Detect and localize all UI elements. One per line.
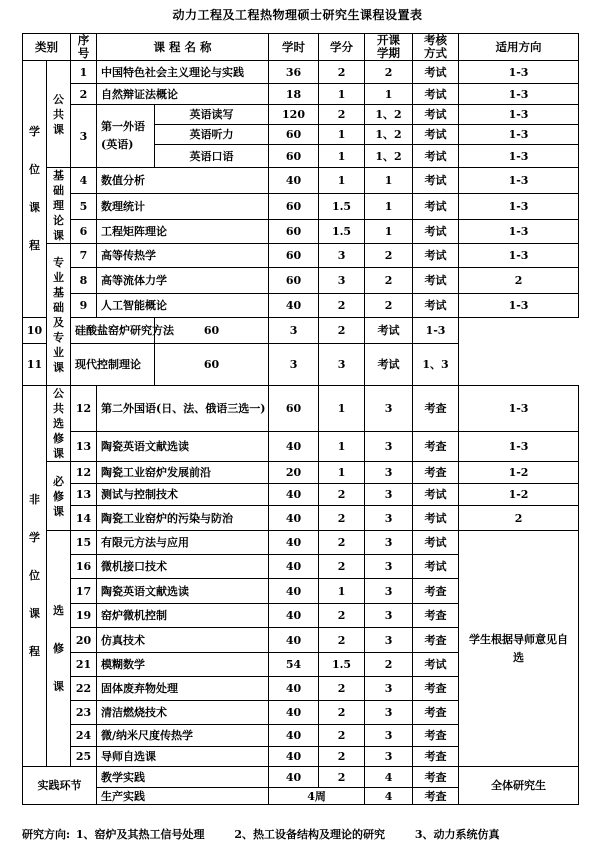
header-hours: 学时: [269, 34, 319, 61]
cell-hours: 40: [269, 725, 319, 747]
table-row: [23, 294, 579, 318]
cell-elective-direction: 学生根据导师意见自选: [459, 531, 579, 767]
direction-3: 3、动力系统仿真: [414, 828, 500, 841]
cell-course-name: 高等传热学: [97, 244, 269, 268]
cell-seq: 6: [71, 220, 97, 244]
cell-credits: 2: [319, 105, 365, 125]
group-professional-text: 专业基础及专业课: [53, 255, 64, 374]
cell-seq: 22: [71, 677, 97, 701]
cell-hours: 40: [269, 767, 319, 788]
cell-credits: 3: [269, 318, 319, 344]
cell-seq: 5: [71, 194, 97, 220]
table-row: [23, 484, 579, 506]
cell-course-name: 固体废弃物处理: [97, 677, 269, 701]
cell-exam: 考查: [413, 604, 459, 628]
cell-semester: 1: [365, 220, 413, 244]
table-row: [23, 268, 579, 294]
cell-seq: 11: [23, 344, 47, 386]
cell-credits: 1: [319, 462, 365, 484]
cell-exam: 考试: [365, 344, 413, 386]
cell-seq: 16: [71, 555, 97, 579]
cell-seq: 14: [71, 506, 97, 531]
table-row: [23, 767, 579, 788]
cell-semester: 2: [319, 318, 365, 344]
cell-seq: 13: [71, 484, 97, 506]
cell-hours: 60: [269, 244, 319, 268]
course-table: [22, 33, 579, 805]
cell-course-name: 导师自选课: [97, 747, 269, 767]
cell-direction: 1-3: [459, 168, 579, 194]
cell-direction: 1-3: [459, 145, 579, 168]
header-seq: 序号: [71, 34, 97, 61]
cell-course-name: 陶瓷工业窑炉的污染与防治: [97, 506, 269, 531]
header-credits: 学分: [319, 34, 365, 61]
cell-exam: 考试: [413, 484, 459, 506]
cell-direction: 1-3: [459, 61, 579, 84]
cell-hours: 60: [269, 145, 319, 168]
cell-seq: 17: [71, 579, 97, 604]
cell-exam: 考查: [413, 431, 459, 461]
cell-course-name: 数值分析: [97, 168, 269, 194]
cell-course-name: 英语口语: [155, 145, 269, 168]
cell-exam: 考试: [413, 294, 459, 318]
cell-seq: 10: [23, 318, 47, 344]
cell-hours: 40: [269, 677, 319, 701]
cell-course-name: 第二外国语(日、法、俄语三选一): [97, 386, 269, 432]
cell-exam: 考试: [413, 244, 459, 268]
cell-course-name: 教学实践: [97, 767, 269, 788]
table-row: [23, 34, 579, 61]
cell-direction: 1-3: [459, 220, 579, 244]
cell-exam: 考查: [413, 462, 459, 484]
cell-direction: 1-3: [459, 244, 579, 268]
group-practice: 实践环节: [23, 767, 97, 805]
cell-exam: 考查: [413, 579, 459, 604]
table-row: [23, 84, 579, 105]
cell-course-name: 现代控制理论: [71, 344, 155, 386]
table-row: [23, 61, 579, 84]
cell-seq: 1: [71, 61, 97, 84]
cell-course-name: 微机接口技术: [97, 555, 269, 579]
cell-course-name: 工程矩阵理论: [97, 220, 269, 244]
cell-credits: 1: [319, 125, 365, 145]
cell-credits: 2: [319, 294, 365, 318]
cell-semester: 3: [365, 628, 413, 653]
cell-seq: 25: [71, 747, 97, 767]
cell-credits: 2: [319, 747, 365, 767]
cell-credits: 1.5: [319, 220, 365, 244]
cell-credits: 2: [319, 701, 365, 725]
cell-credits: 1.5: [319, 194, 365, 220]
cell-course-name: 高等流体力学: [97, 268, 269, 294]
header-course-name: 课 程 名 称: [97, 34, 269, 61]
cell-seq: 8: [71, 268, 97, 294]
cell-exam: 考试: [413, 145, 459, 168]
cell-exam: 考试: [413, 506, 459, 531]
cell-hours: 40: [269, 506, 319, 531]
group-nondegree: [23, 386, 47, 767]
group-required-text: 必修课: [53, 474, 64, 518]
cell-exam: 考试: [413, 194, 459, 220]
cell-hours: 40: [269, 604, 319, 628]
footer-label: 研究方向:: [22, 828, 71, 841]
cell-semester: 2: [365, 294, 413, 318]
cell-exam: 考查: [413, 767, 459, 788]
cell-exam: 考查: [413, 747, 459, 767]
page-title: 动力工程及工程热物理硕士研究生课程设置表: [172, 8, 423, 22]
cell-seq: 23: [71, 701, 97, 725]
cell-direction: 1-3: [413, 318, 459, 344]
cell-course-name: 清洁燃烧技术: [97, 701, 269, 725]
cell-semester: 3: [365, 431, 413, 461]
cell-seq: 20: [71, 628, 97, 653]
cell-exam: 考查: [413, 701, 459, 725]
table-row: [23, 531, 579, 555]
cell-course-name: 仿真技术: [97, 628, 269, 653]
cell-direction: 1-3: [459, 194, 579, 220]
table-row: [23, 344, 579, 386]
group-basic-theory: [47, 168, 71, 244]
cell-hours: 40: [269, 168, 319, 194]
cell-exam: 考试: [413, 653, 459, 677]
cell-semester: 1、2: [365, 125, 413, 145]
cell-course-name: 人工智能概论: [97, 294, 269, 318]
cell-hours: 60: [269, 220, 319, 244]
cell-exam: 考试: [413, 84, 459, 105]
cell-semester: 3: [365, 484, 413, 506]
header-direction: 适用方向: [459, 34, 579, 61]
cell-course-name: 中国特色社会主义理论与实践: [97, 61, 269, 84]
cell-exam: 考试: [413, 125, 459, 145]
cell-seq: 12: [71, 462, 97, 484]
table-row: [23, 431, 579, 461]
cell-course-name: 英语读写: [155, 105, 269, 125]
cell-credits: 1: [319, 386, 365, 432]
cell-direction: 1-2: [459, 484, 579, 506]
cell-seq: 4: [71, 168, 97, 194]
cell-direction: 1-3: [459, 105, 579, 125]
cell-credits: 2: [319, 628, 365, 653]
cell-exam: 考试: [413, 220, 459, 244]
cell-hours: 40: [269, 431, 319, 461]
table-row: [23, 220, 579, 244]
cell-seq: 15: [71, 531, 97, 555]
cell-credits: 1: [319, 579, 365, 604]
cell-seq: 13: [71, 431, 97, 461]
direction-1: 1、窑炉及其热工信号处理: [75, 828, 205, 841]
group-public: [47, 61, 71, 168]
cell-exam: 考查: [413, 677, 459, 701]
cell-hours: 60: [269, 386, 319, 432]
cell-exam: 考查: [413, 788, 459, 805]
cell-duration: 4周: [269, 788, 365, 805]
cell-seq: 19: [71, 604, 97, 628]
cell-semester: 3: [365, 725, 413, 747]
cell-credits: 2: [319, 61, 365, 84]
cell-direction: 1-2: [459, 462, 579, 484]
research-directions: [22, 826, 526, 842]
cell-hours: 18: [269, 84, 319, 105]
cell-hours: 60: [269, 125, 319, 145]
cell-course-name: 硅酸盐窑炉研究方法: [71, 318, 155, 344]
cell-course-name: 英语听力: [155, 125, 269, 145]
cell-semester: 4: [365, 788, 413, 805]
cell-credits: 3: [269, 344, 319, 386]
cell-semester: 3: [365, 506, 413, 531]
cell-hours: 40: [269, 555, 319, 579]
cell-course-name: 测试与控制技术: [97, 484, 269, 506]
group-public-elective: [47, 386, 71, 462]
cell-seq: 24: [71, 725, 97, 747]
cell-seq: 3: [71, 105, 97, 168]
cell-hours: 36: [269, 61, 319, 84]
header-semester: 开课学期: [365, 34, 413, 61]
cell-exam: 考试: [413, 105, 459, 125]
cell-semester: 3: [365, 701, 413, 725]
table-row: [23, 462, 579, 484]
cell-direction: 1-3: [459, 294, 579, 318]
cell-semester: 2: [365, 244, 413, 268]
cell-semester: 2: [365, 653, 413, 677]
cell-exam: 考查: [413, 725, 459, 747]
direction-2: 2、热工设备结构及理论的研究: [234, 828, 386, 841]
cell-credits: 1: [319, 84, 365, 105]
cell-exam: 考查: [413, 628, 459, 653]
group-elective-text: 选修课: [53, 603, 64, 693]
cell-seq: 9: [71, 294, 97, 318]
cell-hours: 20: [269, 462, 319, 484]
cell-course-name: 陶瓷英语文献选读: [97, 579, 269, 604]
cell-course-name: 有限元方法与应用: [97, 531, 269, 555]
cell-credits: 2: [319, 767, 365, 788]
cell-course-name: 窑炉微机控制: [97, 604, 269, 628]
cell-exam: 考试: [413, 268, 459, 294]
cell-course-name: 数理统计: [97, 194, 269, 220]
cell-credits: 1: [319, 168, 365, 194]
header-category: 类别: [23, 34, 71, 61]
table-row: [23, 386, 579, 432]
cell-seq: 2: [71, 84, 97, 105]
cell-semester: 1: [365, 84, 413, 105]
cell-practice-direction: 全体研究生: [459, 767, 579, 805]
cell-semester: 1、2: [365, 105, 413, 125]
cell-course-name: 生产实践: [97, 788, 269, 805]
header-exam: 考核方式: [413, 34, 459, 61]
table-row: [23, 506, 579, 531]
cell-exam: 考查: [413, 386, 459, 432]
cell-exam: 考试: [365, 318, 413, 344]
cell-direction: 1、3: [413, 344, 459, 386]
cell-semester: 3: [365, 604, 413, 628]
group-elective: [47, 531, 71, 767]
cell-seq: 21: [71, 653, 97, 677]
cell-exam: 考试: [413, 61, 459, 84]
cell-semester: 4: [365, 767, 413, 788]
cell-direction: 1-3: [459, 84, 579, 105]
cell-course-name: 微/纳米尺度传热学: [97, 725, 269, 747]
cell-credits: 1: [319, 431, 365, 461]
cell-semester: 1: [365, 168, 413, 194]
cell-semester: 2: [365, 61, 413, 84]
cell-credits: 2: [319, 604, 365, 628]
cell-exam: 考试: [413, 555, 459, 579]
cell-semester: 3: [365, 579, 413, 604]
cell-direction: 1-3: [459, 125, 579, 145]
group-basic-theory-text: 基础理论课: [53, 169, 64, 242]
cell-credits: 2: [319, 677, 365, 701]
cell-semester: 2: [365, 268, 413, 294]
cell-hours: 60: [269, 268, 319, 294]
cell-direction: 1-3: [459, 386, 579, 432]
cell-hours: 40: [269, 579, 319, 604]
cell-seq: 12: [71, 386, 97, 432]
cell-credits: 2: [319, 506, 365, 531]
cell-hours: 54: [269, 653, 319, 677]
group-degree: [23, 61, 47, 318]
cell-semester: 1: [365, 194, 413, 220]
cell-credits: 1.5: [319, 653, 365, 677]
cell-hours: 60: [155, 344, 269, 386]
cell-semester: 3: [365, 462, 413, 484]
cell-exam: 考试: [413, 168, 459, 194]
cell-hours: 120: [269, 105, 319, 125]
group-nondegree-text: 非学位课程: [29, 493, 40, 658]
cell-semester: 3: [365, 555, 413, 579]
table-row: [23, 194, 579, 220]
table-row: [23, 244, 579, 268]
cell-credits: 2: [319, 531, 365, 555]
table-row: [23, 105, 579, 125]
cell-hours: 40: [269, 747, 319, 767]
cell-direction: 2: [459, 506, 579, 531]
group-degree-text: 学位课程: [29, 125, 40, 252]
cell-hours: 40: [269, 701, 319, 725]
cell-semester: 3: [365, 386, 413, 432]
cell-hours: 40: [269, 531, 319, 555]
cell-hours: 40: [269, 628, 319, 653]
cell-course-name: 自然辩证法概论: [97, 84, 269, 105]
cell-direction: 1-3: [459, 431, 579, 461]
cell-semester: 3: [319, 344, 365, 386]
cell-hours: 40: [269, 294, 319, 318]
group-required: [47, 462, 71, 531]
cell-credits: 3: [319, 244, 365, 268]
cell-semester: 3: [365, 747, 413, 767]
cell-semester: 3: [365, 531, 413, 555]
cell-course-name: 陶瓷英语文献选读: [97, 431, 269, 461]
cell-hours: 60: [155, 318, 269, 344]
cell-semester: 3: [365, 677, 413, 701]
cell-credits: 2: [319, 725, 365, 747]
group-professional: [47, 244, 71, 386]
cell-hours: 40: [269, 484, 319, 506]
group-public-text: 公共课: [53, 92, 64, 136]
cell-direction: 2: [459, 268, 579, 294]
cell-exam: 考试: [413, 531, 459, 555]
cell-foreign-language: 第一外语(英语): [97, 105, 155, 168]
table-row: [23, 168, 579, 194]
group-public-elective-text: 公共选修课: [53, 387, 64, 460]
cell-credits: 2: [319, 484, 365, 506]
cell-course-name: 模糊数学: [97, 653, 269, 677]
cell-credits: 3: [319, 268, 365, 294]
cell-course-name: 陶瓷工业窑炉发展前沿: [97, 462, 269, 484]
cell-credits: 2: [319, 555, 365, 579]
cell-seq: 7: [71, 244, 97, 268]
cell-credits: 1: [319, 145, 365, 168]
table-row: [23, 318, 579, 344]
cell-hours: 60: [269, 194, 319, 220]
cell-semester: 1、2: [365, 145, 413, 168]
